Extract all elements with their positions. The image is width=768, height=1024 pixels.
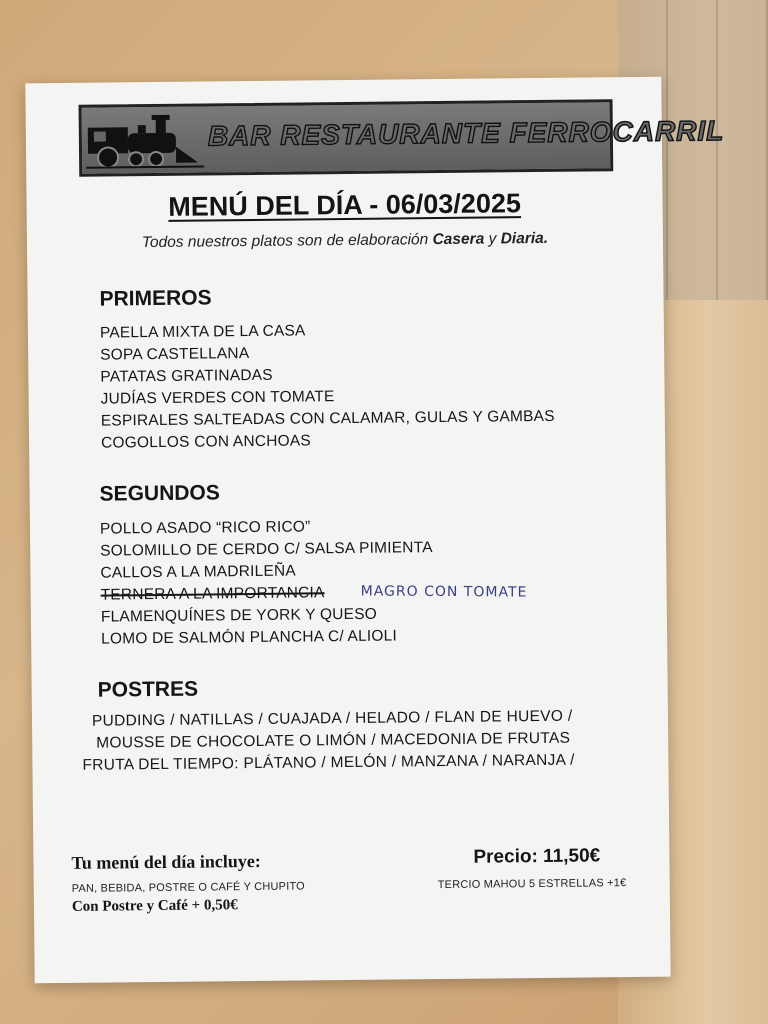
handwritten-note: MAGRO CON TOMATE <box>360 583 528 601</box>
page-title: MENÚ DEL DÍA - 06/03/2025 <box>168 188 522 222</box>
beer-note: TERCIO MAHOU 5 ESTRELLAS +1€ <box>437 877 627 892</box>
postres-line: PUDDING / NATILLAS / CUAJADA / HELADO / FLAN DE HUEVO / <box>91 707 573 730</box>
restaurant-banner <box>79 99 725 177</box>
primeros-item: PAELLA MIXTA DE LA CASA <box>99 322 306 342</box>
subtitle-casera: Casera <box>432 230 485 249</box>
segundos-item-crossed-out: TERNERA A LA IMPORTANCIA <box>100 584 325 604</box>
segundos-item: CALLOS A LA MADRILEÑA <box>100 562 296 582</box>
primeros-item: SOPA CASTELLANA <box>100 345 250 364</box>
restaurant-logo-text: BAR RESTAURANTE FERROCARRIL <box>207 115 725 152</box>
postres-line: MOUSSE DE CHOCOLATE O LIMÓN / MACEDONIA DE FRUTAS <box>96 729 571 752</box>
menu-sheet <box>25 77 725 984</box>
train-icon <box>86 112 205 169</box>
primeros-item: COGOLLOS CON ANCHOAS <box>100 432 312 452</box>
segundos-heading: SEGUNDOS <box>99 481 220 506</box>
segundos-item: LOMO DE SALMÓN PLANCHA C/ ALIOLI <box>101 627 398 648</box>
menu-price: Precio: 11,50€ <box>473 845 601 868</box>
subtitle: Todos nuestros platos son de elaboración Casera y Diaria. <box>141 229 549 252</box>
segundos-item: POLLO ASADO “RICO RICO” <box>99 518 311 538</box>
segundos-item: FLAMENQUÍNES DE YORK Y QUESO <box>100 605 378 626</box>
segundos-item: SOLOMILLO DE CERDO C/ SALSA PIMIENTA <box>100 539 433 560</box>
primeros-item: ESPIRALES SALTEADAS CON CALAMAR, GULAS Y GAMBAS <box>100 407 555 430</box>
primeros-heading: PRIMEROS <box>99 286 212 311</box>
postres-line: FRUTA DEL TIEMPO: PLÁTANO / MELÓN / MANZANA / NARANJA / <box>82 751 575 774</box>
primeros-item: JUDÍAS VERDES CON TOMATE <box>100 388 335 408</box>
primeros-item: PATATAS GRATINADAS <box>100 366 273 386</box>
extra-option: Con Postre y Café + 0,50€ <box>71 897 238 915</box>
includes-items: PAN, BEBIDA, POSTRE O CAFÉ Y CHUPITO <box>71 880 305 895</box>
includes-title: Tu menú del día incluye: <box>71 850 261 873</box>
subtitle-diaria: Diaria. <box>500 229 549 248</box>
postres-heading: POSTRES <box>97 677 199 702</box>
